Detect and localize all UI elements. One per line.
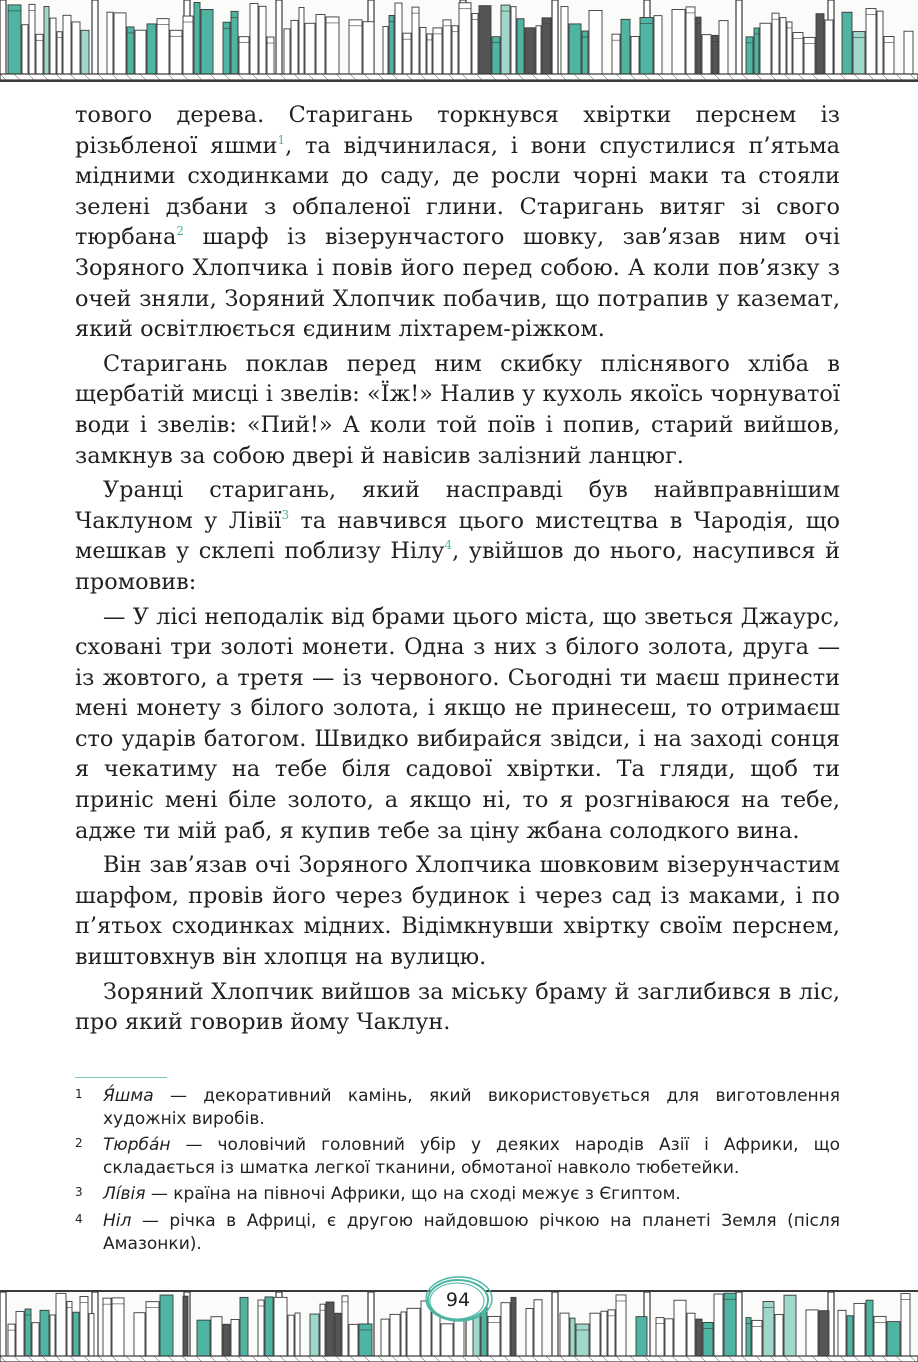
book-shape (621, 19, 630, 74)
shelf-plank (0, 1356, 918, 1362)
book-shape (299, 7, 304, 74)
book-shape (29, 4, 35, 74)
book-shape (866, 9, 876, 74)
book-group (0, 0, 918, 80)
book-shape (877, 11, 883, 74)
book-shape (459, 3, 471, 74)
book-shape (81, 30, 89, 74)
footnote-text (103, 1085, 840, 1130)
book-shape (127, 27, 134, 74)
book-shape (636, 1317, 647, 1356)
footnote-definition: — декоративний камінь, який використовується для виготовлення художніх виробів. (103, 1086, 840, 1129)
book-shape (687, 1313, 695, 1356)
book-shape (40, 1310, 49, 1356)
book-shape (542, 18, 551, 74)
book-shape (847, 1316, 853, 1356)
book-shape (854, 1303, 865, 1356)
book-shape (407, 1308, 420, 1356)
book-shape (754, 28, 759, 74)
book-shape (326, 17, 339, 74)
book-shape (631, 36, 639, 74)
book-shape (349, 20, 362, 74)
book-shape (258, 1300, 264, 1356)
footnote-ref[interactable]: 4 (444, 538, 453, 553)
book-shape (887, 1322, 900, 1356)
paragraph: Зоряний Хлопчик вийшов за міську браму й заглибився в ліс, про який говорив йому Чаклун. (75, 978, 840, 1036)
book-shape (589, 10, 602, 74)
book-shape (838, 1310, 846, 1356)
footnote-definition: — чоловічий головний убір у деяких народів Азії і Африки, що складається із шматка легкої тканини, обмотаної навколо тюбетейки. (103, 1135, 840, 1178)
book-shape (775, 1315, 783, 1356)
book-shape (412, 7, 419, 74)
book-shape (349, 1324, 358, 1356)
book-shape (569, 24, 581, 74)
book-shape (56, 1293, 66, 1356)
footnote-number: 3 (75, 1185, 83, 1200)
book-shape (326, 1302, 334, 1356)
book-shape (479, 6, 491, 74)
book-shape (724, 1293, 736, 1356)
book-shape (401, 1312, 406, 1356)
book-shape (452, 26, 458, 74)
text-run: , та відчинилася, і вони спустилися п’ятьма мідними сходинками до саду, де росли чорні маки та стояли зелені дзбани з обпаленої глини. Старигань витяг зі свого тюрбана (75, 132, 840, 251)
page-number: 94 (445, 1289, 471, 1311)
book-shape (381, 1319, 389, 1356)
text-run: тового дерева. Старигань торкнувся хвіртки перснем із різьбленої яшми (75, 102, 840, 159)
book-shape (780, 18, 786, 74)
paragraph: — У лісі неподалік від брами цього міста, що зветься Джаурс, сховані три золоті монети. Одна з них з білого золота, друга — із жовтого, а третя — із червоного. Сьогодні ти маєш принести мені монету з білого золота, і якщо не принесеш, то отримаєш сто ударів батогом. Швидко вибирайся звідси, і на заході сонця я чекатиму на тебе біля садової хвіртки. Та гляди, щоб ти приніс мені біле золото, а якщо ні, то я розгніваюся на тебе, адже ти мій раб, я купив тебе за ціну жбана солодкого вина. (75, 603, 840, 844)
book-shape (433, 28, 442, 74)
book-shape (816, 14, 824, 74)
footnote-ref[interactable]: 3 (281, 507, 290, 522)
header-bookshelf-illustration (0, 0, 918, 82)
book-shape (197, 1320, 210, 1356)
book-shape (825, 20, 833, 74)
book-shape (772, 13, 779, 74)
book-shape (259, 6, 266, 74)
book-shape (665, 1319, 673, 1356)
book-shape (492, 37, 500, 74)
book-shape (211, 1317, 222, 1356)
paragraph (75, 475, 840, 597)
shelf-plank (0, 74, 918, 80)
book-shape (50, 18, 56, 74)
book-shape (183, 16, 193, 74)
footnote (75, 1134, 840, 1179)
book-shape (147, 24, 156, 74)
main-text (75, 100, 840, 1038)
footnote-definition: — країна на півночі Африки, що на сході межує з Єгиптом. (145, 1184, 681, 1205)
book-shape (240, 1297, 248, 1356)
book-shape (274, 1297, 287, 1356)
book-shape (103, 1298, 111, 1356)
book-shape (582, 31, 588, 74)
book-shape (239, 37, 249, 74)
book-shape (265, 1297, 273, 1356)
book-shape (560, 1313, 569, 1356)
book-shape (904, 31, 913, 74)
book-shape (517, 19, 524, 74)
paragraph (75, 100, 840, 345)
book-shape (231, 1319, 239, 1356)
book-shape (32, 1323, 39, 1356)
text-run: , увійшов до нього, насупився й промовив: (75, 538, 840, 595)
book-shape (223, 22, 230, 74)
footnotes (75, 1085, 840, 1259)
book-shape (114, 13, 126, 74)
book-shape (320, 1304, 325, 1356)
book-shape (672, 10, 685, 74)
book-shape (73, 1312, 79, 1356)
book-shape (576, 1324, 589, 1356)
book-shape (291, 20, 298, 74)
footnote-ref[interactable]: 2 (176, 224, 184, 239)
book-shape (57, 32, 62, 74)
book-shape (714, 1294, 723, 1356)
footnote (75, 1085, 840, 1130)
book-shape (135, 30, 146, 74)
book-shape (310, 1314, 319, 1356)
book-shape (787, 22, 792, 74)
footnote-term: Тюрба́н (103, 1135, 171, 1156)
footnote-divider (75, 1077, 167, 1078)
book-shape (746, 37, 753, 74)
book-shape (359, 1324, 372, 1356)
book-shape (703, 1322, 713, 1356)
book-shape (146, 1302, 159, 1356)
book-shape (183, 1296, 188, 1356)
book-shape (472, 13, 478, 74)
book-shape (511, 7, 516, 74)
footnote (75, 1210, 840, 1255)
book-shape (616, 1295, 626, 1356)
book-shape (201, 9, 213, 74)
book-shape (160, 1295, 173, 1356)
book-shape (288, 1315, 294, 1356)
book-shape (752, 1320, 762, 1356)
book-shape (884, 37, 894, 74)
book-shape (654, 16, 662, 74)
book-shape (511, 1297, 516, 1356)
book-shape (501, 5, 510, 74)
book-shape (804, 37, 815, 74)
book-shape (525, 28, 535, 74)
page-number-badge (422, 1276, 494, 1324)
book-shape (696, 17, 701, 74)
book-shape (534, 1300, 542, 1356)
footnote-number: 2 (75, 1136, 83, 1151)
book-shape (363, 22, 374, 74)
book-shape (395, 3, 402, 74)
book-shape (89, 1314, 94, 1356)
footnote-ref[interactable]: 1 (277, 132, 286, 147)
footnote-term: Лі́вія (103, 1184, 146, 1205)
book-shape (601, 1311, 607, 1356)
book-shape (443, 20, 451, 74)
book-shape (170, 30, 182, 74)
book-shape (719, 21, 728, 74)
book-shape (806, 1310, 818, 1356)
bookshelf-icon (0, 0, 918, 80)
paragraph: Старигань поклав перед ним скибку пліснявого хліба в щербатій мисці і звелів: «Їж!» Налив у кухоль якоїсь чорнуватої води і звелів: «Пий!» А коли той поїв і попив, старий вийшов, замкнув за собою двері й навісив залізний ланцюг. (75, 350, 840, 469)
footnote-text (103, 1134, 840, 1179)
book-shape (760, 23, 771, 74)
book-shape (640, 17, 653, 74)
book-shape (763, 1302, 774, 1356)
book-shape (784, 1295, 796, 1356)
book-shape (819, 1311, 829, 1356)
footnote-term: Я́шма (103, 1086, 154, 1106)
footnote-number: 4 (75, 1211, 83, 1226)
book-shape (389, 15, 394, 74)
book-shape (590, 1313, 600, 1356)
book-shape (561, 7, 568, 74)
book-shape (72, 22, 80, 74)
book-shape (390, 1314, 400, 1356)
book-shape (44, 6, 49, 74)
book-shape (335, 1313, 341, 1356)
book-shape (866, 1300, 873, 1356)
book-shape (194, 2, 200, 74)
book-shape (441, 1324, 453, 1356)
book-shape (8, 1324, 15, 1356)
book-shape (67, 1301, 72, 1356)
book-shape (901, 1294, 910, 1356)
book-shape (284, 29, 290, 74)
footnote-term: Ніл (103, 1210, 132, 1231)
book-shape (157, 19, 169, 74)
text-run: та навчився цього мистецтва в Чародія, що мешкав у склепі поблизу Нілу (75, 507, 840, 565)
footnote (75, 1183, 840, 1206)
book-shape (223, 1324, 230, 1356)
text-run: Уранці старигань, який насправді був найвправнішим Чаклуном у Лівії (75, 477, 840, 534)
book-shape (16, 1311, 24, 1356)
book-shape (316, 14, 325, 74)
book-shape (25, 1309, 31, 1356)
book-shape (267, 37, 274, 74)
book-shape (501, 1303, 510, 1356)
paragraph: Він зав’язав очі Зоряного Хлопчика шовковим візерунчастим шарфом, провів його через будинок і через сад із маками, і по п’ятьох сходинках мідних. Відімкнувши хвіртку своїм перснем, виштовхнув він хлопця на вулицю. (75, 852, 840, 971)
book-shape (696, 1319, 702, 1356)
book-shape (853, 32, 865, 74)
book-shape (50, 1315, 55, 1356)
book-shape (383, 27, 388, 74)
book-shape (420, 27, 426, 74)
book-shape (842, 12, 852, 74)
book-shape (231, 11, 238, 74)
book-shape (107, 12, 113, 74)
book-shape (570, 1318, 575, 1356)
book-shape (134, 1313, 145, 1356)
book-shape (63, 15, 71, 74)
book-shape (250, 3, 258, 74)
footnote-number: 1 (75, 1087, 83, 1101)
book-shape (608, 1310, 615, 1356)
book-shape (686, 7, 695, 74)
book-shape (295, 1313, 300, 1356)
book-shape (8, 5, 21, 74)
text-run: шарф із візерунчастого шовку, зав’язав ним очі Зоряного Хлопчика і повів його перед собою. А коли пов’язку з очей зняли, Зоряний Хлопчик побачив, що потрапив у каземат, який освітлюється єдиним ліхтарем-ріжком. (75, 224, 840, 343)
book-shape (305, 23, 315, 74)
book-shape (112, 1298, 124, 1356)
book-shape (536, 26, 541, 74)
book-shape (80, 1296, 88, 1356)
footnote-text (103, 1183, 840, 1206)
book-shape (702, 35, 711, 74)
book-shape (674, 1300, 686, 1356)
book-shape (22, 25, 28, 74)
footnote-text (103, 1210, 840, 1255)
footnote-definition: — річка в Африці, є другою найдовшою річкою на планеті Земля (після Амазонки). (103, 1210, 840, 1254)
book-shape (342, 1296, 348, 1356)
book-shape (526, 1308, 533, 1356)
